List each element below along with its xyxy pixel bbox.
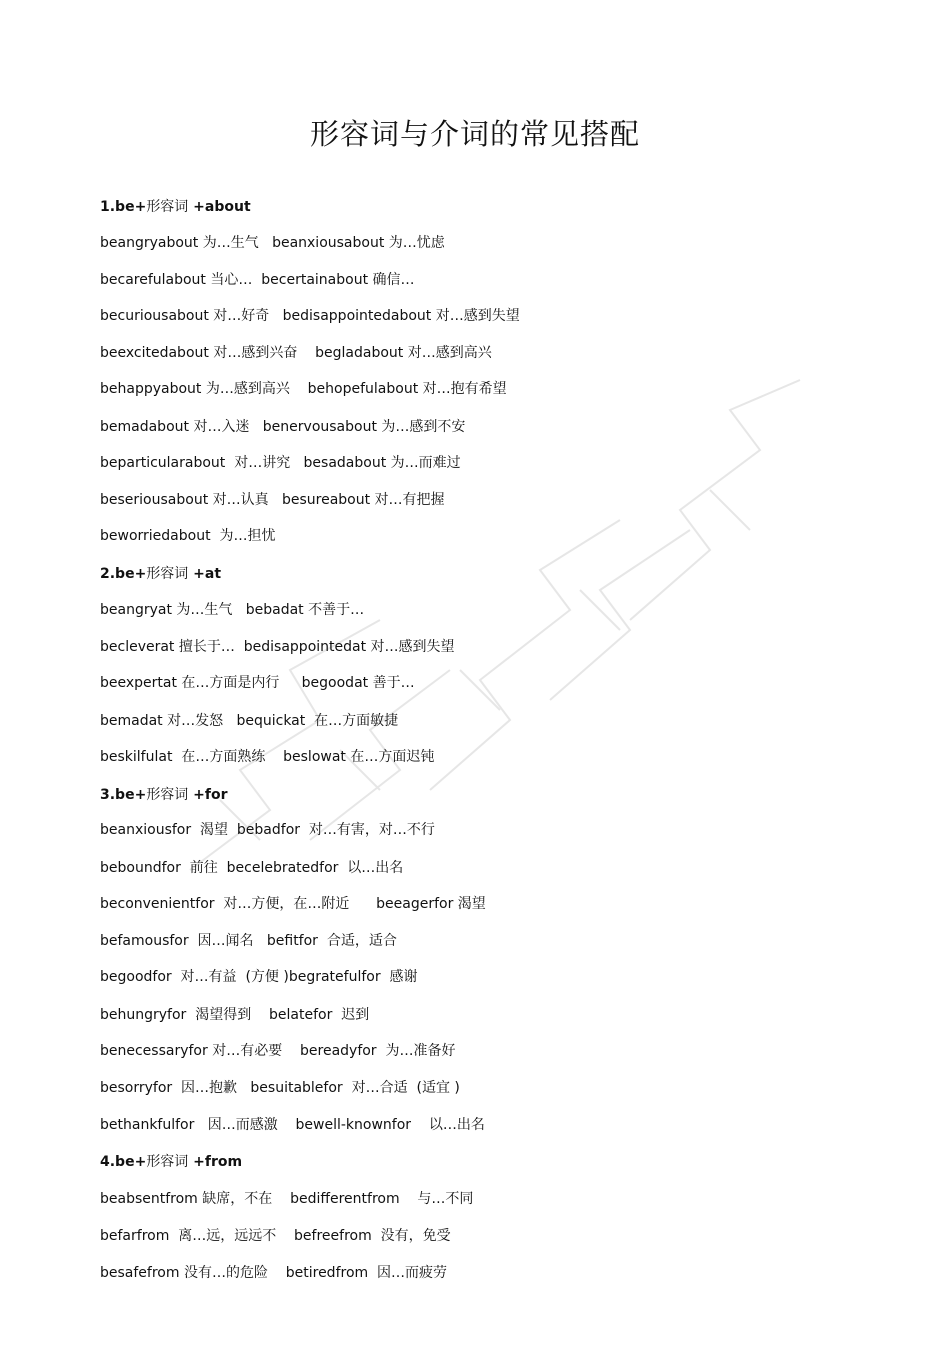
phrase-line: beboundfor 前往 becelebratedfor 以…出名 [100,860,404,876]
phrase-line: beparticularabout 对…讲究 besadabout 为…而难过 [100,455,461,471]
watermark [150,370,830,890]
phrase-line: bethankfulfor 因…而感激 bewell-knownfor 以…出名 [100,1117,485,1133]
phrase-line: becuriousabout 对…好奇 bedisappointedabout 对…感到失望 [100,308,520,324]
phrase-line: behungryfor 渴望得到 belatefor 迟到 [100,1007,370,1023]
phrase-line: beabsentfrom 缺席，不在 bedifferentfrom 与…不同 [100,1191,474,1207]
phrase-line: bemadabout 对…入迷 benervousabout 为…感到不安 [100,419,466,435]
phrase-line: besafefrom 没有…的危险 betiredfrom 因…而疲劳 [100,1265,448,1281]
phrase-line: befamousfor 因…闻名 befitfor 合适，适合 [100,933,397,949]
phrase-line: beangryat 为…生气 bebadat 不善于… [100,602,365,618]
phrase-line: becarefulabout 当心… becertainabout 确信… [100,272,415,288]
phrase-line: begoodfor 对…有益 (方便 )begratefulfor 感谢 [100,969,418,985]
section-heading-about: 1.be+形容词 +about [100,199,251,215]
section-heading-at: 2.be+形容词 +at [100,566,222,582]
phrase-line: beangryabout 为…生气 beanxiousabout 为…忧虑 [100,235,445,251]
phrase-line: beanxiousfor 渴望 bebadfor 对…有害，对…不行 [100,822,435,838]
phrase-line: beexpertat 在…方面是内行 begoodat 善于… [100,675,415,691]
phrase-line: beworriedabout 为…担忧 [100,528,276,544]
phrase-line: beexcitedabout 对…感到兴奋 begladabout 对…感到高兴 [100,345,492,361]
phrase-line: befarfrom 离…远，远远不 befreefrom 没有，免受 [100,1228,451,1244]
section-heading-from: 4.be+形容词 +from [100,1154,243,1170]
phrase-line: beconvenientfor 对…方便，在…附近 beeagerfor 渴望 [100,896,486,912]
phrase-line: behappyabout 为…感到高兴 behopefulabout 对…抱有希望 [100,381,507,397]
phrase-line: benecessaryfor 对…有必要 bereadyfor 为…准备好 [100,1043,456,1059]
page-title: 形容词与介词的常见搭配 [309,117,640,151]
phrase-line: besorryfor 因…抱歉 besuitablefor 对…合适 (适宜 ) [100,1080,460,1096]
section-heading-for: 3.be+形容词 +for [100,787,228,803]
phrase-line: beseriousabout 对…认真 besureabout 对…有把握 [100,492,445,508]
phrase-line: becleverat 擅长于… bedisappointedat 对…感到失望 [100,639,455,655]
phrase-line: bemadat 对…发怒 bequickat 在…方面敏捷 [100,713,399,729]
phrase-line: beskilfulat 在…方面熟练 beslowat 在…方面迟钝 [100,749,435,765]
